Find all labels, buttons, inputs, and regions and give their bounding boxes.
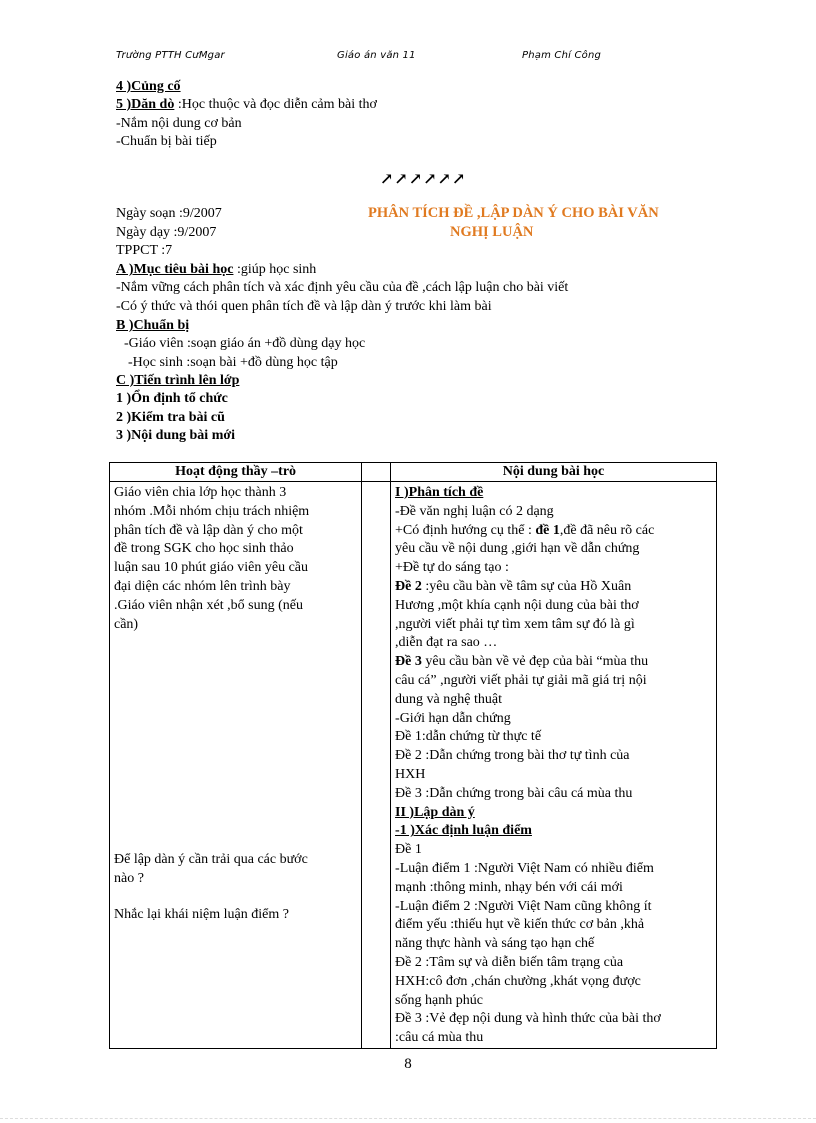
header-subject: Giáo án văn 11	[337, 50, 416, 61]
lesson-title-line2: NGHỊ LUẬN	[450, 224, 534, 240]
content-line	[391, 522, 716, 541]
process-step-3: 3 )Nội dung bài mới	[116, 428, 235, 443]
content-line: câu cá” ,người viết phải tự giải mã giá trị nội	[395, 672, 647, 688]
content-line	[391, 578, 716, 597]
activity-line: đề trong SGK cho học sinh thảo	[114, 541, 294, 557]
content-text: yêu cầu bàn về vẻ đẹp của bài “mùa thu	[421, 654, 649, 670]
content-line: mạnh :thông minh, nhạy bén với cái mới	[395, 879, 623, 895]
content-line: ,người viết phải tự tìm xem tâm sự đó là gì	[395, 616, 635, 632]
objective-2: -Có ý thức và thói quen phân tích đề và lập dàn ý trước khi làm bài	[116, 299, 492, 314]
table-header-row	[110, 463, 717, 482]
col-spacer-header	[362, 463, 391, 482]
content-line: Đề 1:dẫn chứng từ thực tế	[395, 729, 542, 745]
objective-1: -Nắm vững cách phân tích và xác định yêu cầu của đề ,cách lập luận cho bài viết	[116, 280, 569, 295]
process-step-2: 2 )Kiểm tra bài cũ	[116, 410, 225, 425]
date-prepare: Ngày soạn :9/2007	[116, 206, 222, 221]
activity-line: phân tích đề và lập dàn ý cho một	[114, 522, 303, 538]
content-text: ,đề đã nêu rõ các	[559, 522, 655, 538]
activity-cell	[110, 482, 362, 1049]
de2-label: Đề 2	[395, 578, 422, 594]
section-2-heading: II )Lập dàn ý	[395, 804, 475, 820]
col-activity-header: Hoạt động thầy –trò	[110, 463, 362, 482]
content-line: -Luận điểm 1 :Người Việt Nam có nhiều điểm	[395, 860, 654, 876]
page-number: 8	[404, 1056, 412, 1072]
section-divider: ↗↗↗↗↗↗	[380, 171, 467, 188]
content-line: ,diễn đạt ra sao …	[395, 635, 498, 651]
prep-teacher: -Giáo viên :soạn giáo án +đồ dùng dạy học	[124, 336, 366, 351]
content-line: Đề 2 :Dẫn chứng trong bài thơ tự tình của	[395, 748, 630, 764]
content-line: +Đề tự do sáng tạo :	[395, 560, 509, 576]
item-5-line1: -Nắm nội dung cơ bản	[116, 116, 242, 131]
header-school: Trường PTTH CưMgar	[116, 50, 225, 61]
content-line: Hương ,một khía cạnh nội dung của bài thơ	[395, 597, 639, 613]
content-line: Đề 3 :Vẻ đẹp nội dung và hình thức của bài thơ	[395, 1011, 661, 1027]
content-line: Đề 3 :Dẫn chứng trong bài câu cá mùa thu	[395, 785, 633, 801]
content-line: sống hạnh phúc	[395, 992, 483, 1008]
activity-line: cần)	[114, 616, 139, 632]
activity-line: Giáo viên chia lớp học thành 3	[114, 485, 287, 500]
content-line: -Giới hạn dẫn chứng	[395, 710, 511, 726]
table-body-row	[110, 482, 717, 1049]
prep-heading: B )Chuẩn bị	[116, 318, 190, 333]
content-line: yêu cầu về nội dung ,giới hạn về dẫn chứng	[395, 541, 640, 557]
col-content-header: Nội dung bài học	[391, 463, 717, 482]
section-2-subheading: -1 )Xác định luận điểm	[395, 823, 532, 839]
content-line: điểm yếu :thiếu hụt về kiến thức cơ bản ,khả	[395, 917, 645, 933]
content-line: Đề 1	[395, 842, 422, 858]
activity-question-1: Để lập dàn ý cần trải qua các bước	[114, 852, 308, 867]
content-cell	[391, 482, 717, 1049]
content-line	[391, 653, 716, 672]
lesson-title-line1: PHÂN TÍCH ĐỀ ,LẬP DÀN Ý CHO BÀI VĂN	[368, 205, 659, 221]
objectives-heading-line	[116, 261, 316, 279]
activity-line: luận sau 10 phút giáo viên yêu cầu	[114, 560, 309, 576]
tppct: TPPCT :7	[116, 243, 173, 258]
page-bottom-edge	[0, 1118, 816, 1119]
item-5-line2: -Chuẩn bị bài tiếp	[116, 134, 217, 149]
date-teach: Ngày dạy :9/2007	[116, 225, 217, 240]
activity-question-2: Nhắc lại khái niệm luận điểm ?	[114, 907, 289, 922]
activity-line: nhóm .Mỗi nhóm chịu trách nhiệm	[114, 503, 310, 519]
spacer-cell	[362, 482, 391, 1049]
header-author: Phạm Chí Công	[522, 50, 602, 61]
content-text: :yêu cầu bàn về tâm sự của Hồ Xuân	[421, 578, 632, 594]
content-line: :câu cá mùa thu	[395, 1030, 484, 1046]
activity-question-1b: nào ?	[114, 870, 144, 886]
section-1-heading: I )Phân tích đề	[395, 485, 484, 500]
content-line: HXH	[395, 766, 426, 782]
objectives-heading: A )Mục tiêu bài học	[116, 262, 234, 277]
process-heading: C )Tiến trình lên lớp	[116, 373, 240, 388]
content-line: -Luận điểm 2 :Người Việt Nam cũng không ít	[395, 898, 652, 914]
content-line: HXH:cô đơn ,chán chường ,khát vọng được	[395, 973, 641, 989]
item-5-line	[116, 96, 377, 114]
content-line: -Đề văn nghị luận có 2 dạng	[395, 503, 554, 519]
lesson-table	[109, 462, 717, 1049]
de1-label: đề 1	[535, 522, 560, 538]
activity-line: đại diện các nhóm lên trình bày	[114, 578, 291, 594]
de3-label: Đề 3	[395, 654, 422, 670]
content-line: năng thực hành và sáng tạo hạn chế	[395, 936, 595, 952]
item-5-heading: 5 )Dăn dò	[116, 97, 175, 112]
process-step-1: 1 )Ổn định tổ chức	[116, 391, 228, 406]
item-5-text: :Học thuộc và đọc diễn cảm bài thơ	[174, 97, 377, 112]
content-line: Đề 2 :Tâm sự và diễn biến tâm trạng của	[395, 954, 624, 970]
item-4-heading: 4 )Củng cố	[116, 79, 181, 94]
content-text: +Có định hướng cụ thể :	[395, 522, 536, 538]
content-line: dung và nghệ thuật	[395, 691, 502, 707]
prep-student: -Học sinh :soạn bài +đồ dùng học tập	[128, 355, 338, 370]
activity-line: .Giáo viên nhận xét ,bổ sung (nếu	[114, 597, 303, 613]
objectives-suffix: :giúp học sinh	[233, 262, 317, 277]
